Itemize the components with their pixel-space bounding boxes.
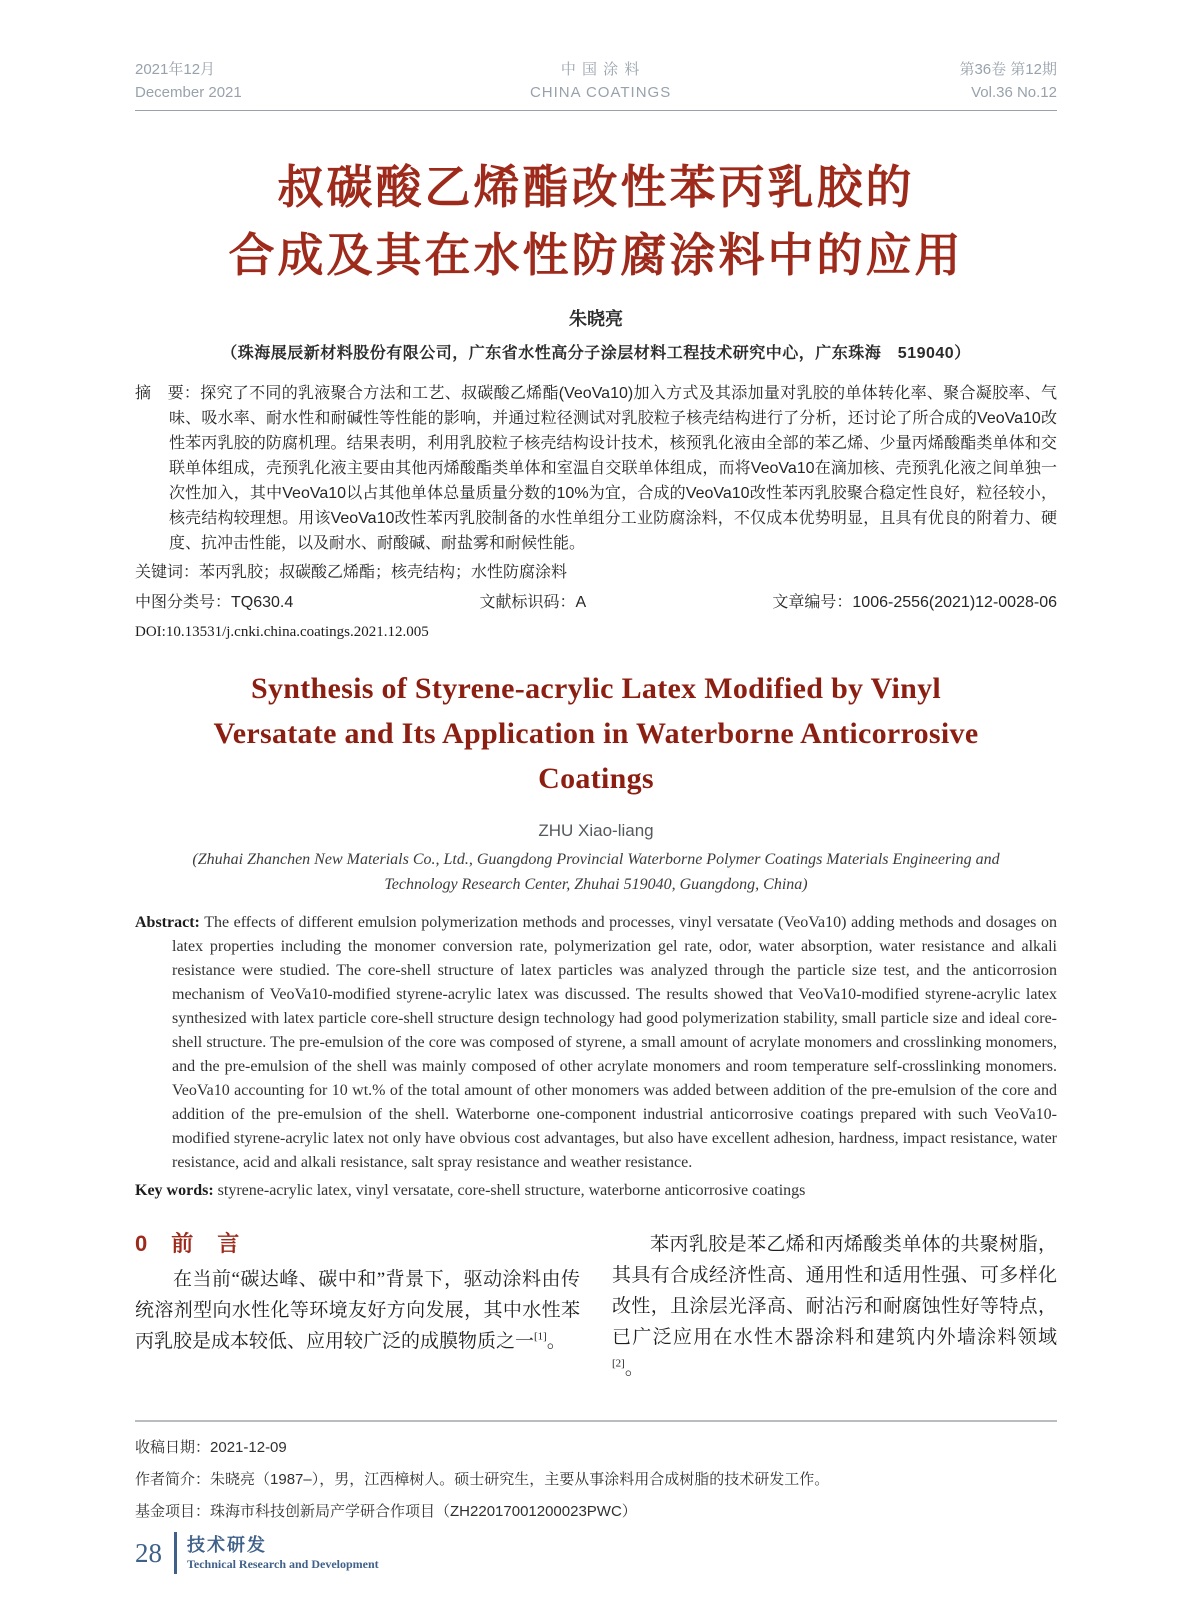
header-volume-issue [959, 58, 1057, 104]
reference-2: [2] [612, 1357, 625, 1370]
footer-column-en: Technical Research and Development [187, 1557, 379, 1571]
footer-column-name [187, 1534, 379, 1572]
author-zh: 朱晓亮 [569, 309, 623, 329]
keywords-en [135, 1179, 1057, 1203]
title-zh-line2: 合成及其在水性防腐涂料中的应用 [228, 229, 964, 281]
intro-paragraph-left: 在当前“碳达峰、碳中和”背景下，驱动涂料由传统溶剂型向水性化等环境友好方向发展，其中水性苯丙乳胶是成本较低、应用较广泛的成膜物质之一[1]。 [135, 1269, 580, 1352]
abstract-en-label: Abstract: [135, 914, 200, 931]
affiliation-zh: （珠海展辰新材料股份有限公司，广东省水性高分子涂层材料工程技术研究中心，广东珠海 519040） [221, 345, 971, 362]
volume-issue-zh: 第36卷 第12期 [959, 61, 1057, 78]
clc-number: 中图分类号：TQ630.4 [135, 594, 294, 611]
document-code: 文献标识码：A [479, 594, 587, 611]
footer-column-zh: 技术研发 [187, 1535, 267, 1555]
doi: DOI:10.13531/j.cnki.china.coatings.2021.12.005 [135, 624, 429, 640]
footnotes [135, 1432, 1057, 1528]
journal-name-en: CHINA COATINGS [529, 84, 672, 101]
footnote-received-date: 收稿日期：2021-12-09 [135, 1439, 287, 1456]
intro-column-left [135, 1229, 580, 1384]
header-issue-date [135, 58, 242, 104]
author-en: ZHU Xiao-liang [538, 821, 654, 840]
section-heading-0: 0 前 言 [135, 1231, 241, 1256]
affiliation-en: (Zhuhai Zhanchen New Materials Co., Ltd., Guangdong Provincial Waterborne Polymer Coatings Materials Engineering and Technology Research Center, Zhuhai 519040, Guangdong, China) [192, 851, 1000, 893]
intro-paragraph-right: 苯丙乳胶是苯乙烯和丙烯酸类单体的共聚树脂，其具有合成经济性高、通用性和适用性强、可多样化改性，且涂层光泽高、耐沾污和耐腐蚀性好等特点，已广泛应用在水性木器涂料和建筑内外墙涂料领域[2]。 [612, 1234, 1057, 1379]
footer-divider-bar [174, 1532, 177, 1574]
footnote-funding: 基金项目：珠海市科技创新局产学研合作项目（ZH22017001200023PWC） [135, 1503, 637, 1520]
volume-issue-en: Vol.36 No.12 [971, 84, 1057, 101]
keywords-zh-text: 苯丙乳胶；叔碳酸乙烯酯；核壳结构；水性防腐涂料 [199, 564, 568, 581]
keywords-zh-label: 关键词： [135, 564, 200, 581]
page-number: 28 [135, 1537, 162, 1568]
article-meta-row [135, 590, 1057, 615]
keywords-en-text: styrene-acrylic latex, vinyl versatate, core-shell structure, waterborne anticorrosive coatings [213, 1182, 806, 1199]
keywords-en-label: Key words: [135, 1182, 214, 1199]
intro-columns [135, 1229, 1057, 1384]
issue-date-zh: 2021年12月 [135, 61, 216, 78]
abstract-en [135, 911, 1057, 1175]
page-footer [135, 1532, 379, 1574]
issue-date-en: December 2021 [135, 84, 242, 101]
article-title-zh [135, 153, 1057, 289]
keywords-zh [135, 560, 1057, 585]
article-title-en [135, 666, 1057, 801]
journal-header [135, 58, 1057, 111]
footnote-author-bio: 作者简介：朱晓亮（1987–），男，江西樟树人。硕士研究生，主要从事涂料用合成树脂的技术研发工作。 [135, 1471, 830, 1488]
abstract-en-text: The effects of different emulsion polymerization methods and processes, vinyl versatate (VeoVa10) adding methods and dosages on latex properties including the monomer conversion rate, polymerization gel rate, odor, water absorption, water resistance and alkali resistance were studied. The core-shell structure of latex particles was analyzed through the particle size test, and the anticorrosion mechanism of VeoVa10-modified styrene-acrylic latex was discussed. The results showed that VeoVa10-modified styrene-acrylic latex synthesized with latex particle core-shell structure design technology had good polymerization stability, small particle size and ideal core-shell structure. The pre-emulsion of the core was composed of styrene, a small amount of acrylate monomers and crosslinking monomers, and the pre-emulsion of the shell was mainly composed of other acrylate monomers and room temperature self-crosslinking monomers. VeoVa10 accounting for 10 wt.% of the total amount of other monomers was added between addition of the pre-emulsion of the core and addition of the pre-emulsion of the shell. Waterborne one-component industrial anticorrosive coatings prepared with such VeoVa10-modified styrene-acrylic latex not only have obvious cost advantages, but also have excellent adhesion, hardness, impact resistance, water resistance, acid and alkali resistance, salt spray resistance and weather resistance. [172, 914, 1057, 1171]
footnote-divider [135, 1420, 1057, 1422]
article-id: 文章编号：1006-2556(2021)12-0028-06 [772, 594, 1057, 611]
header-journal-name [530, 58, 671, 104]
title-zh-line1: 叔碳酸乙烯酯改性苯丙乳胶的 [277, 161, 915, 213]
abstract-zh-text: 探究了不同的乳液聚合方法和工艺、叔碳酸乙烯酯(VeoVa10)加入方式及其添加量对乳胶的单体转化率、聚合凝胶率、气味、吸水率、耐水性和耐碱性等性能的影响，并通过粒径测试对乳胶粒子核壳结构进行了分析，还讨论了所合成的VeoVa10改性苯丙乳胶的防腐机理。结果表明，利用乳胶粒子核壳结构设计技术，核预乳化液由全部的苯乙烯、少量丙烯酸酯类单体和交联单体组成，壳预乳化液主要由其他丙烯酸酯类单体和室温自交联单体组成，而将VeoVa10在滴加核、壳预乳化液之间单独一次性加入，其中VeoVa10以占其他单体总量质量分数的10%为宜，合成的VeoVa10改性苯丙乳胶聚合稳定性良好，粒径较小，核壳结构较理想。用该VeoVa10改性苯丙乳胶制备的水性单组分工业防腐涂料，不仅成本优势明显，且具有优良的附着力、硬度、抗冲击性能，以及耐水、耐酸碱、耐盐雾和耐候性能。 [169, 385, 1057, 552]
reference-1: [1] [534, 1330, 547, 1343]
abstract-zh [135, 381, 1057, 556]
journal-name-zh: 中 国 涂 料 [560, 61, 641, 78]
title-en-line2: Versatate and Its Application in Waterborne Anticorrosive [213, 717, 979, 750]
title-en-line1: Synthesis of Styrene-acrylic Latex Modified by Vinyl [250, 672, 942, 705]
title-en-line3: Coatings [538, 762, 654, 795]
intro-column-right [612, 1229, 1057, 1384]
abstract-zh-label: 摘 要： [135, 385, 201, 402]
